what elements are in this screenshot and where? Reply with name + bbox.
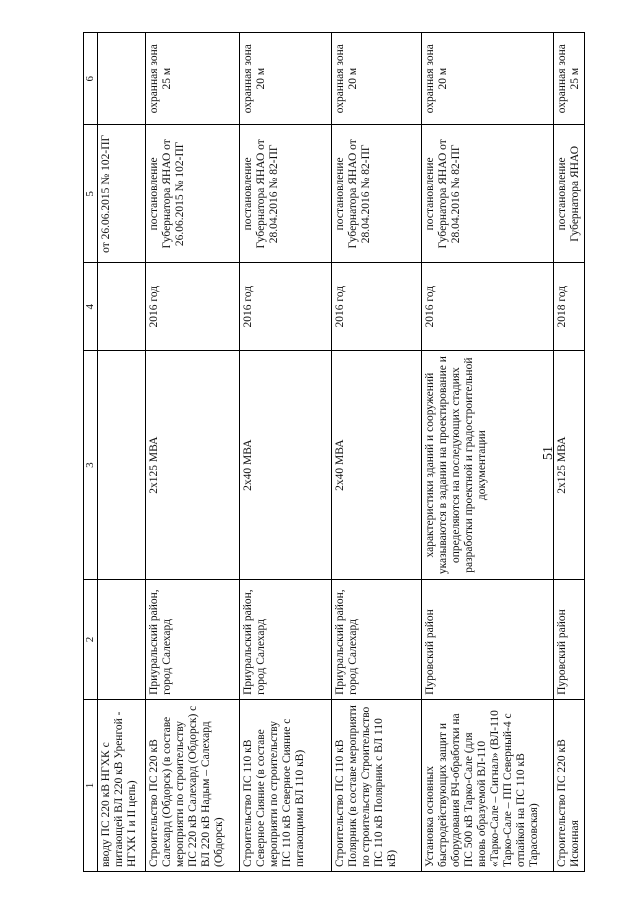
cell-characteristics: характеристики зданий и сооружений указываются в задании на проектирование и определяются на последующих стадиях разработки проектной и градостроительной документации [422,351,554,580]
cell-zone: охранная зона 20 м [422,33,554,125]
cell-characteristics: 2х40 МВА [332,351,422,580]
cell-year: 2016 год [146,263,240,351]
cell-characteristics [98,351,146,580]
cell-location: Пуровский район [422,580,554,700]
cell-document: от 26.06.2015 № 102-ПГ [98,125,146,263]
cell-object: Строительство ПС 220 кВ Салехард (Обдорск) (в составе мероприяти по строительству ПС 220 кВ Салехард (Обдорск) с ВЛ 220 кВ Надым – Салехард (Обдорск) [146,699,240,871]
cell-document: постановление Губернатора ЯНАО от 28.04.2016 № 82-ПГ [240,125,332,263]
table-row [146,33,240,872]
cell-document: постановление Губернатора ЯНАО от 28.04.2016 № 82-ПГ [422,125,554,263]
cell-year: 2018 год [554,263,585,351]
cell-zone [98,33,146,125]
cell-location: Приуральский район, город Салехард [240,580,332,700]
cell-year: 2016 год [240,263,332,351]
cell-object: Установка основных быстродействующих защит и оборудования ВЧ-обработки на ПС 500 кВ Тарко-Сале (для вновь образуемой ВЛ-110 «Тарко-Сале – Сигнал» (ВЛ-110 Тарко-Сале – ПП Северный-4 с отпайкой на ПС 110 кВ Тарасовская) [422,699,554,871]
cell-location: Приуральский район, город Салехард [146,580,240,700]
header-col-1: 1 [84,699,98,871]
cell-zone: охранная зона 20 м [332,33,422,125]
header-col-4: 4 [84,263,98,351]
cell-object: вводу ПС 220 кВ НГХК с питающей ВЛ 220 кВ Уренгой - НГХК I и II цепь) [98,699,146,871]
table-row [422,33,554,872]
header-col-3: 3 [84,351,98,580]
cell-object: Строительство ПС 220 кВ Исконная [554,699,585,871]
table-row [98,33,146,872]
table-row [240,33,332,872]
header-col-2: 2 [84,580,98,700]
table-header-row [84,33,98,872]
cell-zone: охранная зона 25 м [554,33,585,125]
cell-document: постановление Губернатора ЯНАО от 26.06.2015 № 102-ПГ [146,125,240,263]
infrastructure-table [83,32,585,872]
table-row [554,33,585,872]
table-row [332,33,422,872]
cell-location: Приуральский район, город Салехард [332,580,422,700]
cell-object: Строительство ПС 110 кВ Северное Сияние (в составе мероприяти по строительству ПС 110 кВ Северное Сияние с питающими ВЛ 110 кВ) [240,699,332,871]
cell-characteristics: 2х125 МВА [146,351,240,580]
header-col-5: 5 [84,125,98,263]
cell-year: 2016 год [332,263,422,351]
cell-object: Строительство ПС 110 кВ Полярник (в составе мероприяти по строительству Строительство ПС 110 кВ Полярник с ВЛ 110 кВ) [332,699,422,871]
cell-document: постановление Губернатора ЯНАО [554,125,585,263]
rotated-table-container [83,32,581,872]
cell-document: постановление Губернатора ЯНАО от 28.04.2016 № 82-ПГ [332,125,422,263]
cell-year [98,263,146,351]
cell-location [98,580,146,700]
page-number: 51 [541,446,556,460]
cell-zone: охранная зона 20 м [240,33,332,125]
cell-zone: охранная зона 25 м [146,33,240,125]
cell-characteristics: 2х125 МВА [554,351,585,580]
header-col-6: 6 [84,33,98,125]
cell-location: Пуровский район [554,580,585,700]
cell-characteristics: 2х40 МВА [240,351,332,580]
cell-year: 2016 год [422,263,554,351]
